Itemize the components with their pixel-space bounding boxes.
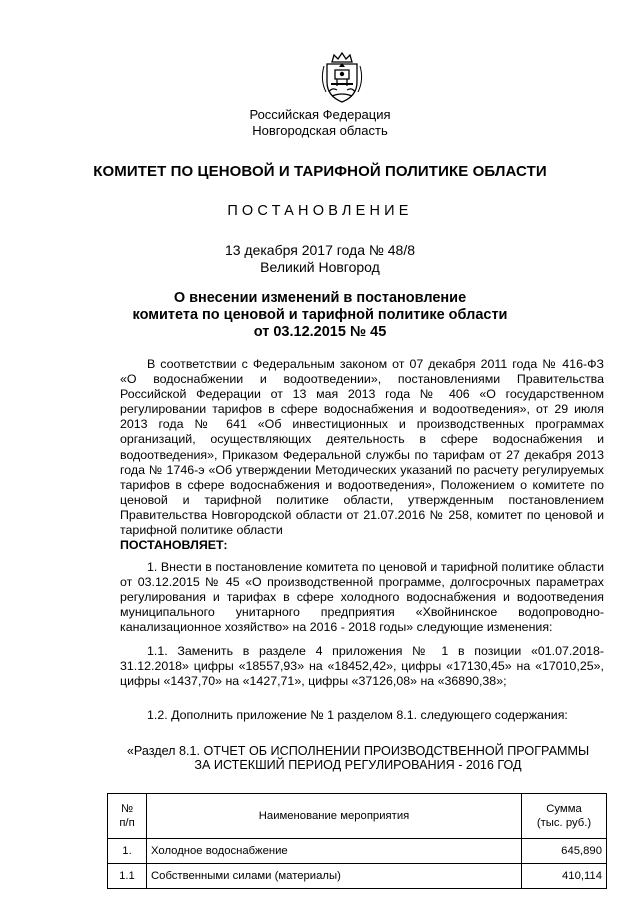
header-sum: Сумма (тыс. руб.) bbox=[522, 794, 607, 839]
item-1-1-block bbox=[120, 644, 604, 689]
document-city: Великий Новгород bbox=[260, 259, 380, 275]
country-name: Российская Федерация bbox=[249, 107, 391, 122]
item-1-2-block bbox=[120, 708, 604, 723]
item-1-1-paragraph: 1.1. Заменить в разделе 4 приложения № 1 в позиции «01.07.2018-31.12.2018» цифры «18557,93» на «18452,42», цифры «17130,45» на «17010,25», цифры «1437,70» на «1427,71», цифры «37126,08» на «36890,38»; bbox=[120, 644, 604, 689]
item-1-block bbox=[120, 560, 604, 635]
coat-of-arms-emblem bbox=[318, 52, 366, 104]
row-sum: 645,890 bbox=[522, 839, 607, 864]
document-title-line3: от 03.12.2015 № 45 bbox=[253, 324, 387, 340]
row-name: Собственными силами (материалы) bbox=[147, 864, 522, 889]
report-table bbox=[107, 793, 607, 889]
resolves-heading: ПОСТАНОВЛЯЕТ: bbox=[120, 538, 228, 553]
preamble-paragraph: В соответствии с Федеральным законом от 07 декабря 2011 года № 416-ФЗ «О водоснабжении и водоотведении», постановлениями Правительства Российской Федерации от 13 мая 2013 года № 406 «О государственном регулировании тарифов в сфере водоснабжения и водоотведения», от 29 июля 2013 года № 641 «Об инвестиционных и производственных программах организаций, осуществляющих деятельность в сфере водоснабжения и водоотведения», Приказом Федеральной службы по тарифам от 27 декабря 2013 года № 1746-э «Об утверждении Методических указаний по расчету регулируемых тарифов в сфере водоснабжения и водоотведения», Положением о комитете по ценовой и тарифной политике области, утвержденным постановлением Правительства Новгородской области от 21.07.2016 № 258, комитет по ценовой и тарифной политике области bbox=[120, 357, 604, 538]
item-1-2-paragraph: 1.2. Дополнить приложение № 1 разделом 8.1. следующего содержания: bbox=[147, 708, 568, 722]
document-type: ПОСТАНОВЛЕНИЕ bbox=[227, 203, 413, 219]
row-number: 1. bbox=[108, 839, 147, 864]
region-name: Новгородская область bbox=[252, 123, 388, 138]
preamble-block bbox=[120, 357, 604, 553]
row-sum: 410,114 bbox=[522, 864, 607, 889]
document-date-number: 13 декабря 2017 года № 48/8 bbox=[224, 242, 416, 258]
document-title-line2: комитета по ценовой и тарифной политике области bbox=[132, 307, 508, 323]
table-row bbox=[108, 839, 607, 864]
document-title-line1: О внесении изменений в постановление bbox=[173, 290, 467, 306]
header-name: Наименование мероприятия bbox=[147, 794, 522, 839]
table-header-row bbox=[108, 794, 607, 839]
row-number: 1.1 bbox=[108, 864, 147, 889]
report-title-line1: «Раздел 8.1. ОТЧЕТ ОБ ИСПОЛНЕНИИ ПРОИЗВОДСТВЕННОЙ ПРОГРАММЫ bbox=[126, 744, 590, 758]
committee-name: КОМИТЕТ ПО ЦЕНОВОЙ И ТАРИФНОЙ ПОЛИТИКЕ ОБЛАСТИ bbox=[93, 163, 547, 180]
header-number: № п/п bbox=[108, 794, 147, 839]
report-title-line2: ЗА ИСТЕКШИЙ ПЕРИОД РЕГУЛИРОВАНИЯ - 2016 ГОД bbox=[194, 758, 522, 772]
table-row bbox=[108, 864, 607, 889]
row-name: Холодное водоснабжение bbox=[147, 839, 522, 864]
item-1-paragraph: 1. Внести в постановление комитета по ценовой и тарифной политике области от 03.12.2015 № 45 «О производственной программе, долгосрочных параметрах регулирования и тарифах в сфере холодного водоснабжения и водоотведения муниципального унитарного предприятия «Хвойнинское водопроводно-канализационное хозяйство» на 2016 - 2018 годы» следующие изменения: bbox=[120, 560, 604, 635]
